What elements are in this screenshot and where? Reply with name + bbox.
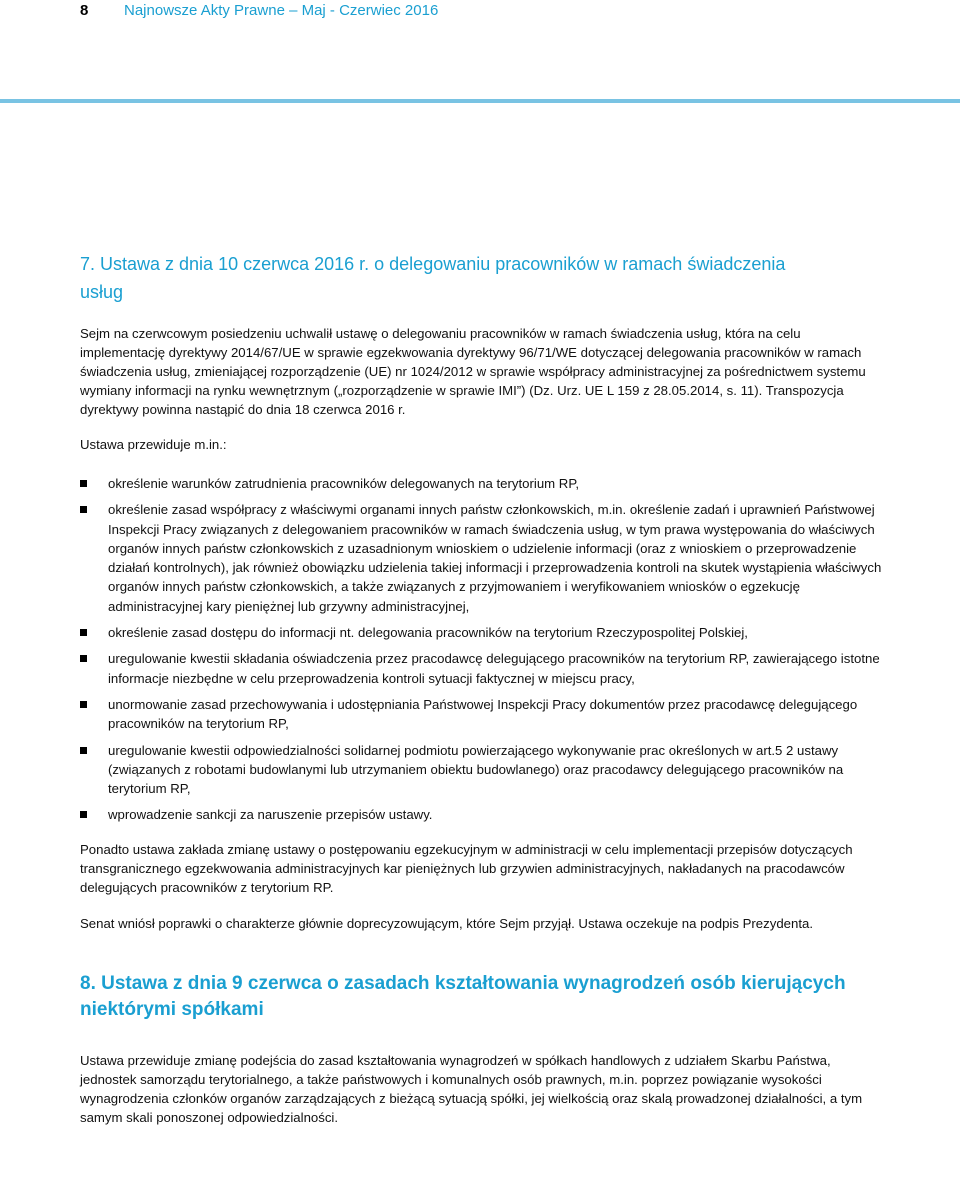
section-8-title: 8. Ustawa z dnia 9 czerwca o zasadach kształtowania wynagrodzeń osób kierujących niektórymi spółkami [80, 972, 846, 1020]
list-item-text: uregulowanie kwestii odpowiedzialności solidarnej podmiotu powierzającego wykonywanie prac określonych w art.5 2 ustawy (związanych z robotami budowlanymi lub utrzymaniem obiektu budowlanego) oraz pracodawcy delegującego pracowników na terytorium RP, [108, 742, 844, 797]
bullet-square-icon [80, 701, 87, 708]
section-8-intro: Ustawa przewiduje zmianę podejścia do zasad kształtowania wynagrodzeń w spółkach handlowych z udziałem Skarbu Państwa, jednostek samorządu terytorialnego, a także państwowych i komunalnych osób prawnych, m.in. poprzez powiązanie wysokości wynagrodzenia członków organów zarządzających z bieżącą sytuacją spółki, jej wielkością oraz skalą prowadzonej działalności, a tym samym skali ponoszonej odpowiedzialności. [80, 1052, 863, 1125]
bullet-square-icon [80, 811, 87, 818]
provisions-list [80, 474, 882, 825]
list-item [80, 623, 882, 642]
section-7-senat: Senat wniósł poprawki o charakterze głównie doprecyzowującym, które Sejm przyjął. Ustawa oczekuje na podpis Prezydenta. [80, 915, 813, 931]
page-number: 8 [80, 2, 89, 19]
bullet-square-icon [80, 480, 87, 487]
list-item [80, 500, 882, 616]
list-item-text: określenie zasad dostępu do informacji nt. delegowania pracowników na terytorium Rzeczypospolitej Polskiej, [108, 625, 748, 641]
list-item-text: uregulowanie kwestii składania oświadczenia przez pracodawcę delegującego pracowników na terytorium RP, zawierającego istotne informacje niezbędne w celu przeprowadzenia kontroli sytuacji faktycznej w miejscu pracy, [108, 651, 880, 686]
running-title: Najnowsze Akty Prawne – Maj - Czerwiec 2016 [124, 2, 439, 19]
list-item [80, 805, 882, 824]
list-item-text: określenie zasad współpracy z właściwymi organami innych państw członkowskich, m.in. określenie zadań i uprawnień Państwowej Inspekcji Pracy związanych z delegowaniem pracowników w ramach świadczenia usług, w tym prawa występowania do właściwych organów innych państw członkowskich z uzasadnionym wnioskiem o udzielenie informacji (oraz z wnioskiem o przeprowadzenie działań kontrolnych), jak również obowiązku udzielenia takiej informacji i przeprowadzenia kontroli na skutek wystąpienia właściwych organów innych państw członkowskich, a także związanych z przyjmowaniem i weryfikowaniem wniosków o egzekucję administracyjnej kary pieniężnej lub grzywny administracyjnej, [108, 502, 882, 614]
section-7-title: 7. Ustawa z dnia 10 czerwca 2016 r. o delegowaniu pracowników w ramach świadczenia usług [80, 254, 786, 302]
bullet-square-icon [80, 655, 87, 662]
document-body [80, 250, 882, 1127]
list-item-text: wprowadzenie sankcji za naruszenie przepisów ustawy. [108, 807, 433, 823]
bullet-square-icon [80, 747, 87, 754]
section-7-lead-in: Ustawa przewiduje m.in.: [80, 437, 227, 452]
list-item [80, 649, 882, 688]
list-item [80, 474, 882, 493]
bullet-square-icon [80, 506, 87, 513]
list-item [80, 695, 882, 734]
section-7-intro: Sejm na czerwcowym posiedzeniu uchwalił ustawę o delegowaniu pracowników w ramach świadczenia usług, która na celu implementację dyrektywy 2014/67/UE w sprawie egzekwowania dyrektywy 96/71/WE dotyczącej delegowania pracowników w ramach świadczenia usług, zmieniającej rozporządzenie (UE) nr 1024/2012 w sprawie współpracy administracyjnej za pośrednictwem systemu wymiany informacji na rynku wewnętrznym („rozporządzenie w sprawie IMI”) (Dz. Urz. UE L 159 z 28.05.2014, s. 11). Transpozycja dyrektywy powinna nastąpić do dnia 18 czerwca 2016 r. [80, 326, 866, 417]
bullet-square-icon [80, 629, 87, 636]
list-item-text: określenie warunków zatrudnienia pracowników delegowanych na terytorium RP, [108, 476, 580, 491]
list-item [80, 741, 882, 799]
list-item-text: unormowanie zasad przechowywania i udostępniania Państwowej Inspekcji Pracy dokumentów przez pracodawcę delegującego pracowników na terytorium RP, [108, 696, 858, 732]
page-header [0, 0, 960, 100]
section-7-ponadto: Ponadto ustawa zakłada zmianę ustawy o postępowaniu egzekucyjnym w administracji w celu implementacji przepisów dotyczących transgranicznego egzekwowania administracyjnych kar pieniężnych lub grzywien administracyjnych, nakładanych na pracodawców delegujących pracowników z terytorium RP. [80, 841, 853, 895]
header-divider [0, 99, 960, 103]
